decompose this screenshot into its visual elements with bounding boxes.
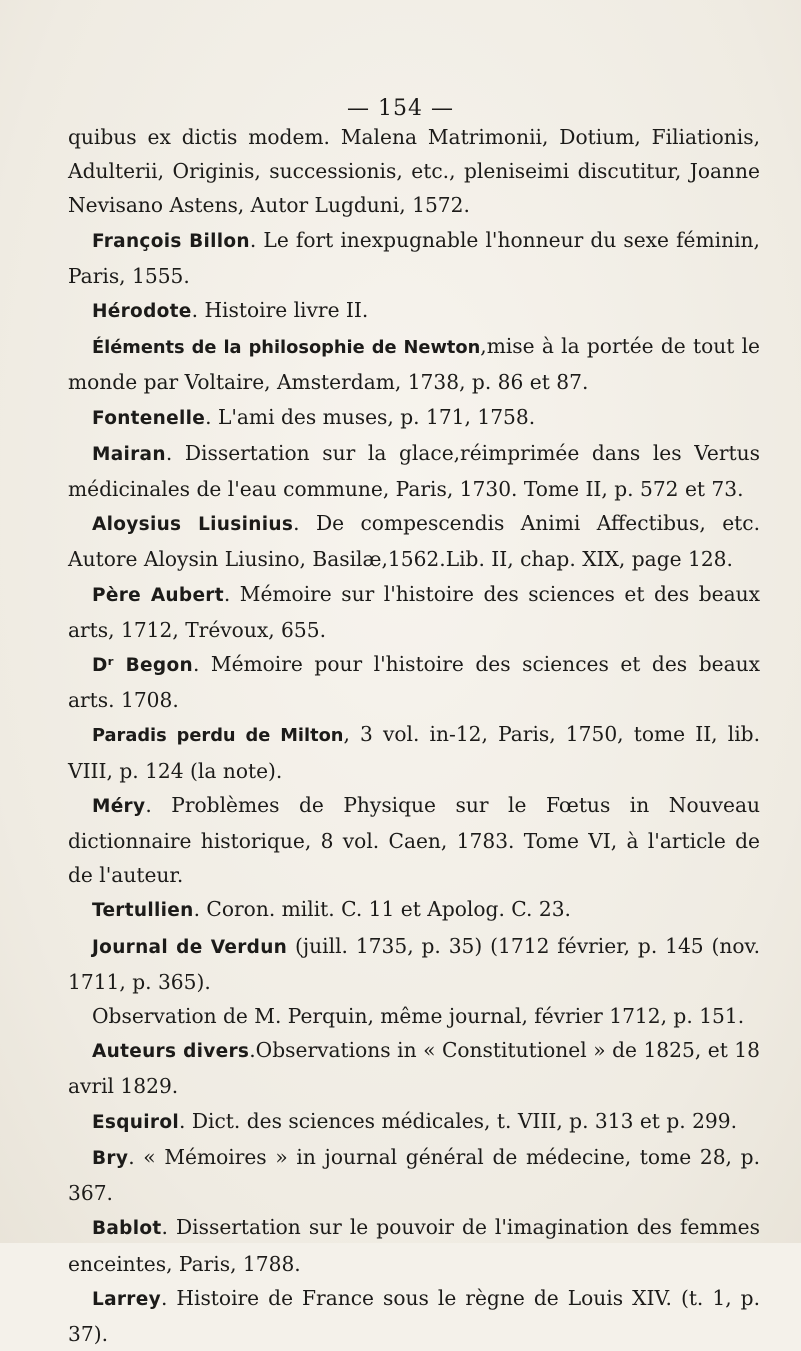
bibliography-entry: [68, 1104, 760, 1140]
bibliography-entry: [68, 647, 760, 717]
bibliography-entry: [68, 223, 760, 293]
entry-author: Méry: [92, 795, 146, 817]
bibliography-entry: [68, 1210, 760, 1280]
bibliography-entry: [68, 400, 760, 436]
entry-author: Bablot: [92, 1218, 162, 1240]
entry-text: . De compescendis Animi Affectibus, etc. Autore Aloysin Liusino, Basilæ,1562.Lib. II, chap. XIX, page 128.: [68, 511, 761, 572]
bibliography-entry: [68, 329, 760, 399]
bibliography-entry: [68, 717, 760, 787]
entry-text: .Observations in « Constitutionel » de 1825, et 18 avril 1829.: [68, 1038, 760, 1099]
bibliography-entry: [68, 929, 760, 999]
entry-text: . Coron. milit. C. 11 et Apolog. C. 23.: [193, 897, 571, 922]
entry-text: . Dissertation sur le pouvoir de l'imagination des femmes enceintes, Paris, 1788.: [68, 1215, 760, 1276]
bibliography-entry: [68, 436, 760, 506]
entry-text: ,mise à la portée de tout le monde par Voltaire, Amsterdam, 1738, p. 86 et 87.: [68, 334, 760, 395]
bibliography-entry: [68, 1033, 760, 1103]
entry-author: Aloysius Liusinius: [92, 514, 294, 536]
entry-author: Mairan: [92, 443, 166, 465]
entry-author: Larrey: [92, 1288, 161, 1310]
entry-text: . L'ami des muses, p. 171, 1758.: [205, 404, 536, 429]
entry-author: Éléments de la philosophie de Newton: [92, 337, 481, 359]
entry-text: . Mémoire sur l'histoire des sciences et des beaux arts, 1712, Trévoux, 655.: [68, 581, 760, 642]
bibliography-entry: [68, 120, 760, 223]
bibliography-entry: [68, 293, 760, 329]
bibliography-entry: [68, 577, 760, 647]
entry-text: . Dict. des sciences médicales, t. VIII, p. 313 et p. 299.: [178, 1108, 738, 1133]
entry-text: . « Mémoires » in journal général de médecine, tome 28, p. 367.: [68, 1144, 760, 1206]
bibliography-entry: [68, 788, 760, 893]
entry-author: François Billon: [92, 230, 250, 252]
entry-author: Fontenelle: [92, 407, 206, 429]
entry-text: . Histoire de France sous le règne de Louis XIV. (t. 1, p. 37).: [68, 1285, 760, 1346]
entry-author: Dʳ Begon: [92, 655, 193, 677]
bibliography-entry: [68, 892, 760, 928]
bibliography-entry: [68, 506, 760, 576]
entry-text: , 3 vol. in-12, Paris, 1750, tome II, lib. VIII, p. 124 (la note).: [68, 722, 760, 783]
entry-author: Bry: [92, 1147, 129, 1169]
entry-author: Auteurs divers: [92, 1041, 250, 1063]
entry-author: Hérodote: [92, 301, 192, 323]
entry-author: Père Aubert: [92, 584, 224, 606]
entry-text: . Dissertation sur la glace,réimprimée dans les Vertus médicinales de l'eau commune, Paris, 1730. Tome II, p. 572 et 73.: [68, 440, 760, 502]
entry-text: . Le fort inexpugnable l'honneur du sexe féminin, Paris, 1555.: [68, 227, 760, 288]
entry-author: Tertullien: [92, 900, 194, 922]
entry-author: Paradis perdu de Milton: [92, 725, 344, 747]
entry-author: Esquirol: [92, 1111, 179, 1133]
entry-text: Observation de M. Perquin, même journal, février 1712, p. 151.: [92, 1004, 745, 1029]
bibliography-entry: [68, 1140, 760, 1210]
entry-text: . Mémoire pour l'histoire des sciences et des beaux arts. 1708.: [68, 652, 760, 713]
bibliography-entry: [68, 999, 760, 1033]
bibliography-entry: [68, 1281, 760, 1351]
page-number: — 154 —: [347, 96, 454, 121]
entry-text: . Problèmes de Physique sur le Fœtus in Nouveau dictionnaire historique, 8 vol. Caen, 1783. Tome VI, à l'article de de l'auteur.: [68, 792, 760, 888]
entry-text: quibus ex dictis modem. Malena Matrimonii, Dotium, Filiationis, Adulterii, Originis, successionis, etc., pleniseimi discutitur, Joanne Nevisano Astens, Autor Lugduni, 1572.: [68, 125, 760, 218]
entry-author: Journal de Verdun: [92, 936, 288, 958]
entry-text: . Histoire livre II.: [191, 298, 369, 323]
bibliography-list: [68, 120, 760, 1351]
entry-text: (juill. 1735, p. 35) (1712 février, p. 145 (nov. 1711, p. 365).: [68, 933, 760, 994]
